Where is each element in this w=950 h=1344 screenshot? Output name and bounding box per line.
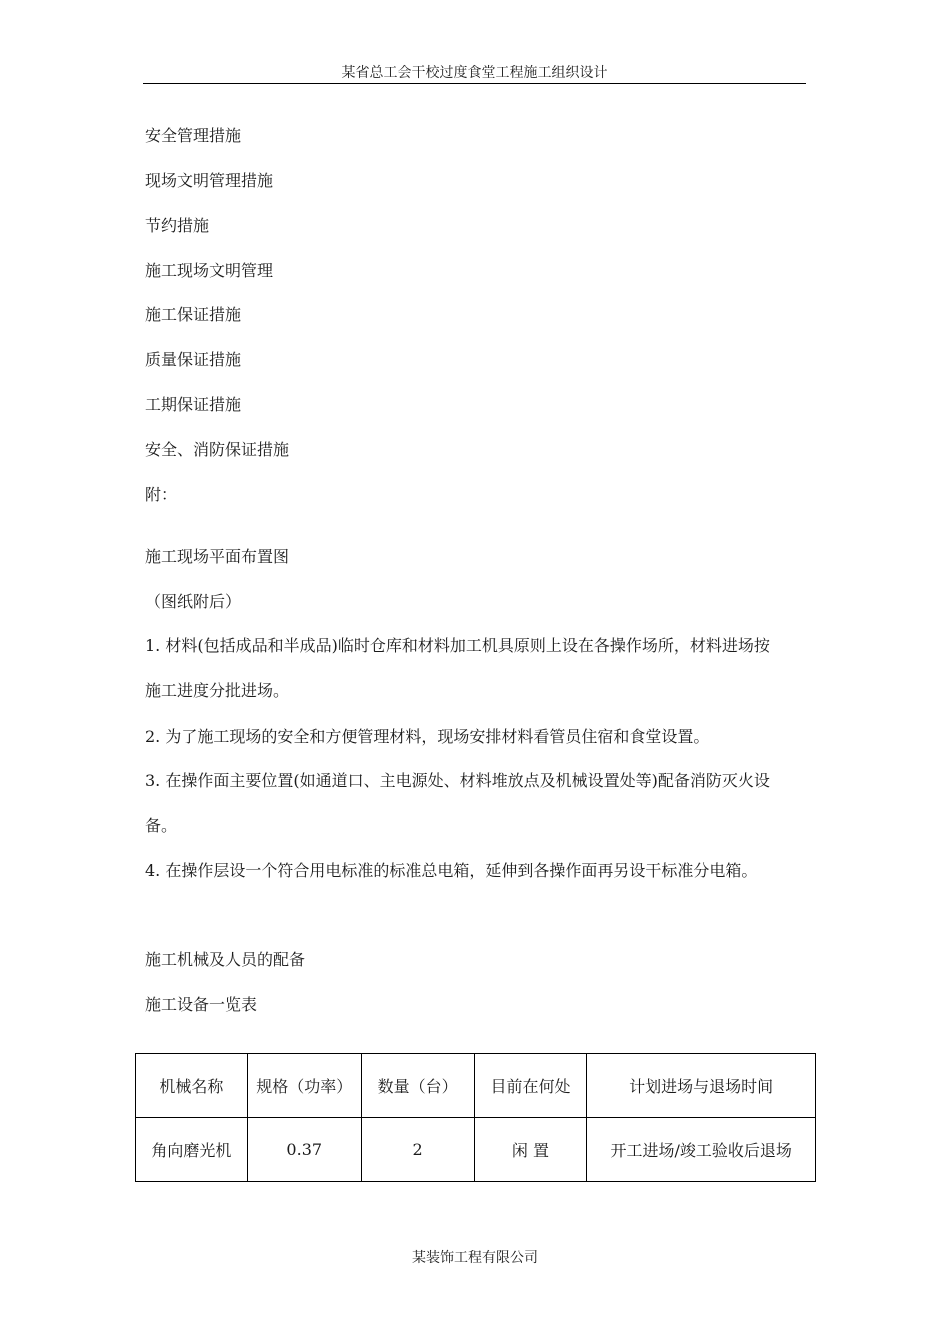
toc-item: 安全、消防保证措施 [145, 440, 290, 459]
header-divider [143, 83, 806, 84]
toc-item: 安全管理措施 [145, 126, 242, 145]
appendix-label: 附： [145, 485, 178, 504]
layout-item-1: 1. 材料(包括成品和半成品)临时仓库和材料加工机具原则上设在各操作场所，材料进场按 [145, 636, 770, 655]
toc-item: 工期保证措施 [145, 395, 242, 414]
table-cell: 闲 置 [474, 1118, 587, 1182]
toc-item: 施工保证措施 [145, 305, 242, 324]
table-header-cell: 机械名称 [136, 1054, 248, 1118]
table-header-cell: 目前在何处 [474, 1054, 587, 1118]
layout-item-3-cont: 备。 [145, 816, 178, 835]
table-cell: 开工进场/竣工验收后退场 [587, 1118, 816, 1182]
equipment-section-title: 施工机械及人员的配备 [145, 950, 306, 969]
table-header-row [136, 1054, 816, 1118]
layout-section-title: 施工现场平面布置图 [145, 547, 290, 566]
toc-item: 现场文明管理措施 [145, 171, 274, 190]
layout-item-1-cont: 施工进度分批进场。 [145, 681, 290, 700]
table-cell: 角向磨光机 [136, 1118, 248, 1182]
table-cell: 0.37 [247, 1118, 361, 1182]
equipment-table [135, 1053, 816, 1182]
page-footer-company: 某装饰工程有限公司 [412, 1250, 538, 1266]
toc-item: 施工现场文明管理 [145, 261, 274, 280]
table-header-cell: 数量（台） [361, 1054, 474, 1118]
page-header-title: 某省总工会干校过度食堂工程施工组织设计 [341, 65, 608, 81]
toc-item: 节约措施 [145, 216, 210, 235]
layout-section-note: （图纸附后） [145, 592, 242, 611]
equipment-table-title: 施工设备一览表 [145, 995, 258, 1014]
table-cell: 2 [361, 1118, 474, 1182]
layout-item-2: 2. 为了施工现场的安全和方便管理材料，现场安排材料看管员住宿和食堂设置。 [145, 727, 710, 746]
layout-item-3: 3. 在操作面主要位置(如通道口、主电源处、材料堆放点及机械设置处等)配备消防灭火设 [145, 771, 770, 790]
table-header-cell: 规格（功率） [247, 1054, 361, 1118]
toc-item: 质量保证措施 [145, 350, 242, 369]
layout-item-4: 4. 在操作层设一个符合用电标准的标准总电箱，延伸到各操作面再另设干标准分电箱。 [145, 861, 758, 880]
table-header-cell: 计划进场与退场时间 [587, 1054, 816, 1118]
table-row [136, 1118, 816, 1182]
